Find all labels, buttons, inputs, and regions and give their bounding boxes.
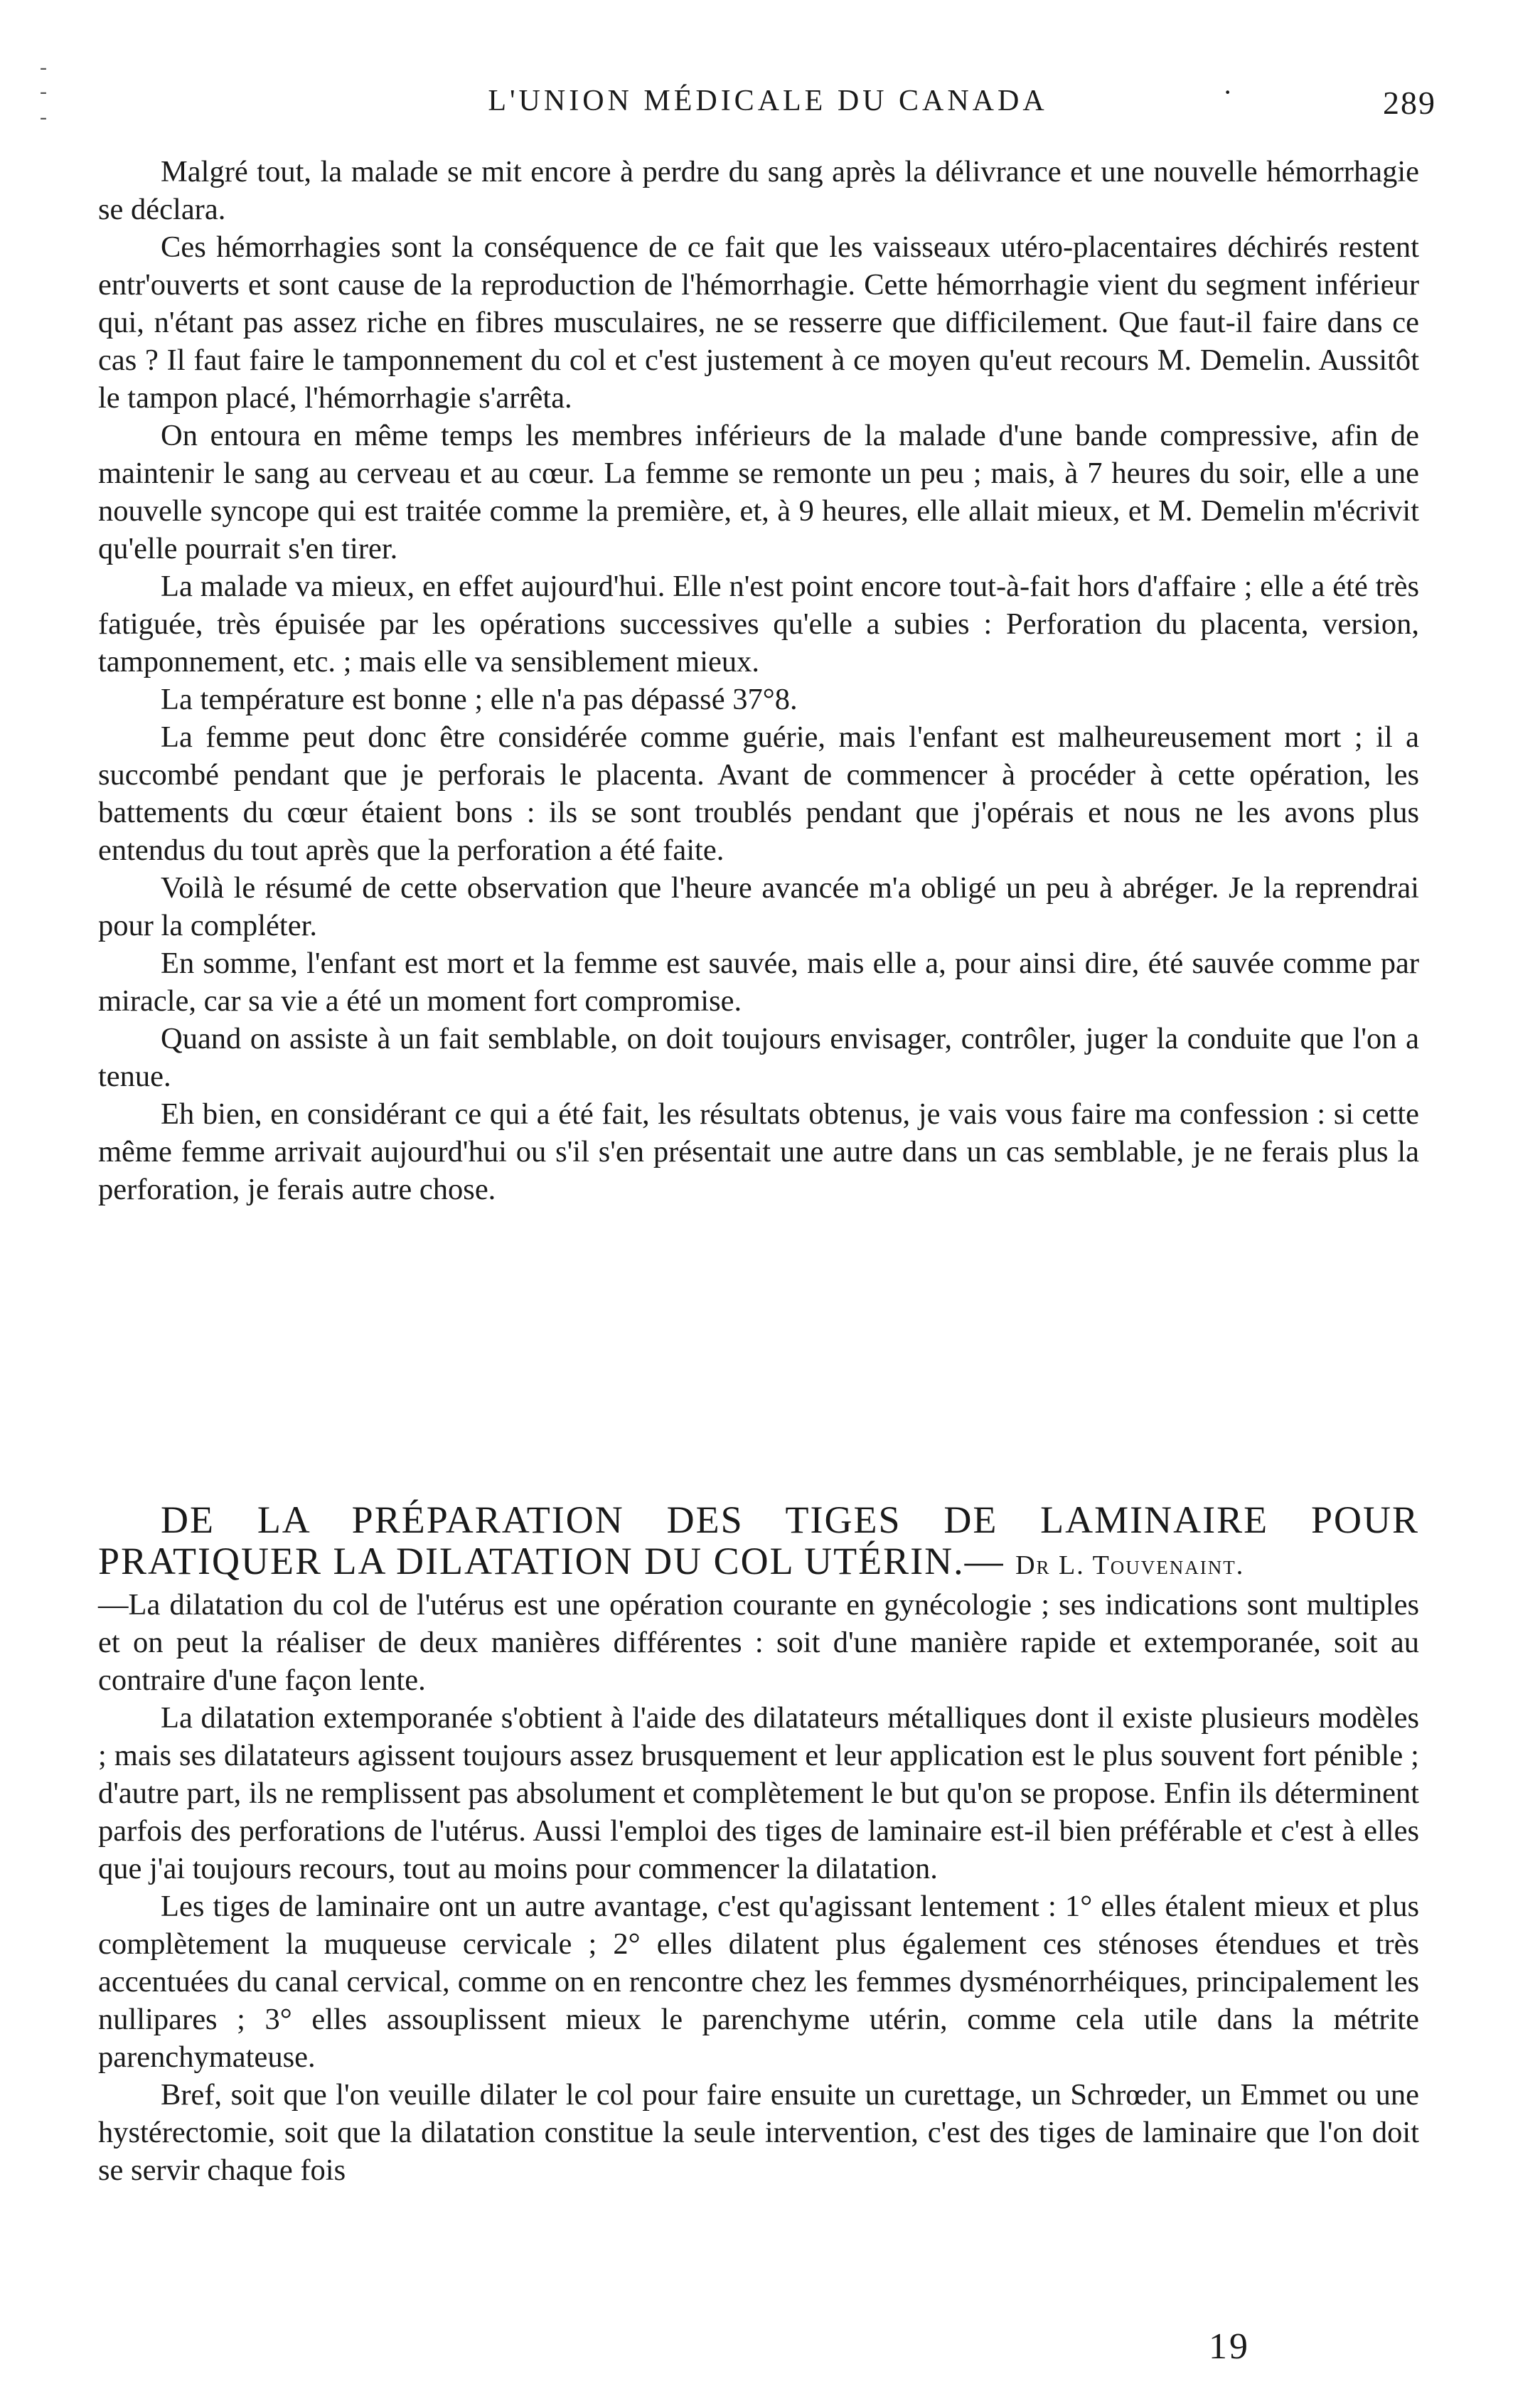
article-paragraph: Les tiges de laminaire ont un autre avantage, c'est qu'agissant lentement : 1° elles étalent mieux et plus complètement la muqueuse cervicale ; 2° elles dilatent plus également ces sténoses étendues et très accentuées du canal cervical, comme on en rencontre chez les femmes dysménorrhéiques, principalement les nullipares ; 3° elles assouplissent mieux le parenchyme utérin, comme cela utile dans la métrite parenchymateuse. <box>98 1890 1419 2074</box>
page-number: 289 <box>1383 85 1436 121</box>
article-title-text: DE LA PRÉPARATION DES TIGES DE LAMINAIRE POUR PRATIQUER LA DILATATION DU COL UTÉRIN.— <box>98 1498 1419 1582</box>
paragraph: En somme, l'enfant est mort et la femme est sauvée, mais elle a, pour ainsi dire, été sauvée comme par miracle, car sa vie a été un moment fort compromise. <box>98 947 1419 1018</box>
signature-mark: 19 <box>1209 2326 1250 2367</box>
article-intro: —La dilatation du col de l'utérus est une opération courante en gynécologie ; ses indications sont multiples et on peut la réaliser de deux manières différentes : soit d'une manière rapide et extemporanée, soit au contraire d'une façon lente. <box>98 1588 1419 1697</box>
header-dot: · <box>1223 76 1233 108</box>
article-author: Dr L. Touvenaint. <box>1015 1550 1245 1580</box>
paragraph: Malgré tout, la malade se mit encore à perdre du sang après la délivrance et une nouvelle hémorrhagie se déclara. <box>98 155 1419 226</box>
paragraph: Voilà le résumé de cette observation que l'heure avancée m'a obligé un peu à abréger. Je la reprendrai pour la compléter. <box>98 871 1419 942</box>
margin-mark: - <box>40 80 47 103</box>
paragraph: Quand on assiste à un fait semblable, on doit toujours envisager, contrôler, juger la conduite que l'on a tenue. <box>98 1022 1419 1093</box>
margin-mark: - <box>40 105 47 129</box>
paragraph: La femme peut donc être considérée comme guérie, mais l'enfant est malheureusement mort ; il a succombé pendant que je perforais le placenta. Avant de commencer à procéder à cette opération, les battements du cœur étaient bons : ils se sont troublés pendant que j'opérais et nous ne les avons plus entendus du tout après que la perforation a été faite. <box>98 720 1419 867</box>
margin-mark: - <box>40 55 47 79</box>
article-section <box>98 1499 1419 2189</box>
body-text <box>98 153 1419 1208</box>
article-paragraph: La dilatation extemporanée s'obtient à l'aide des dilatateurs métalliques dont il existe plusieurs modèles ; mais ses dilatateurs agissent toujours assez brusquement et leur application est le plus souvent fort pénible ; d'autre part, ils ne remplissent pas absolument et complètement le but qu'on se propose. Enfin ils déterminent parfois des perforations de l'utérus. Aussi l'emploi des tiges de laminaire est-il bien préférable et c'est à elles que j'ai toujours recours, tout au moins pour commencer la dilatation. <box>98 1701 1419 1885</box>
paragraph: La malade va mieux, en effet aujourd'hui. Elle n'est point encore tout-à-fait hors d'affaire ; elle a été très fatiguée, très épuisée par les opérations successives qu'elle a subies : Perforation du placenta, version, tamponnement, etc. ; mais elle va sensiblement mieux. <box>98 570 1419 678</box>
paragraph: Eh bien, en considérant ce qui a été fait, les résultats obtenus, je vais vous faire ma confession : si cette même femme arrivait aujourd'hui ou s'il s'en présentait une autre dans un cas semblable, je ne ferais plus la perforation, je ferais autre chose. <box>98 1097 1419 1206</box>
paragraph: La température est bonne ; elle n'a pas dépassé 37°8. <box>161 683 798 716</box>
running-title: L'UNION MÉDICALE DU CANADA <box>488 85 1048 117</box>
paragraph: Ces hémorrhagies sont la conséquence de ce fait que les vaisseaux utéro-placentaires déchirés restent entr'ouverts et sont cause de la reproduction de l'hémorrhagie. Cette hémorrhagie vient du segment inférieur qui, n'étant pas assez riche en fibres musculaires, ne se resserre que difficilement. Que faut-il faire dans ce cas ? Il faut faire le tamponnement du col et c'est justement à ce moyen qu'eut recours M. Demelin. Aussitôt le tampon placé, l'hémorrhagie s'arrêta. <box>98 230 1419 415</box>
paragraph: On entoura en même temps les membres inférieurs de la malade d'une bande compressive, afin de maintenir le sang au cerveau et au cœur. La femme se remonte un peu ; mais, à 7 heures du soir, elle a une nouvelle syncope qui est traitée comme la première, et, à 9 heures, elle allait mieux, et M. Demelin m'écrivit qu'elle pourrait s'en tirer. <box>98 419 1419 565</box>
article-title <box>98 1499 1419 1586</box>
page-header <box>100 76 1436 127</box>
article-paragraph: Bref, soit que l'on veuille dilater le col pour faire ensuite un curettage, un Schrœder, un Emmet ou une hystérectomie, soit que la dilatation constitue la seule intervention, c'est des tiges de laminaire que l'on doit se servir chaque fois <box>98 2078 1419 2187</box>
